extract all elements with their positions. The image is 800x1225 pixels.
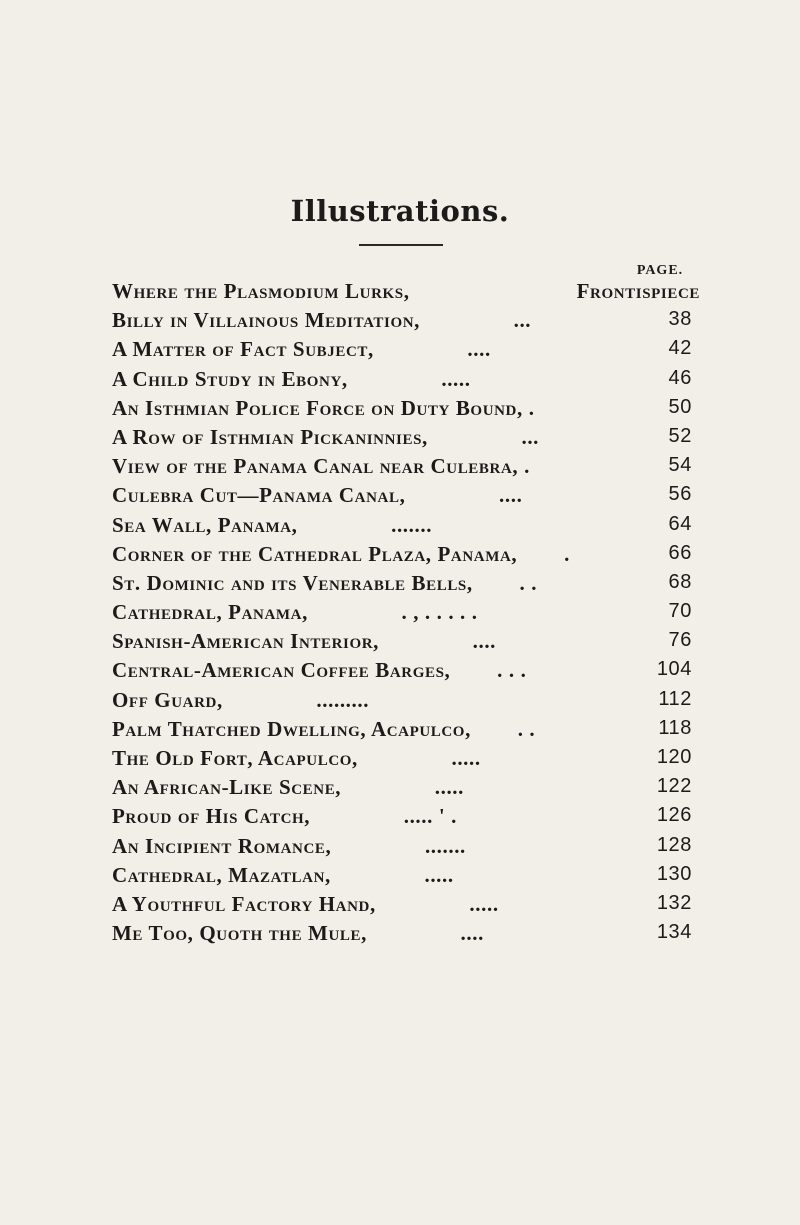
entry-page: 112	[658, 687, 692, 710]
list-item	[112, 571, 698, 600]
list-item	[112, 688, 698, 717]
list-item	[112, 600, 698, 629]
entry-title: Culebra Cut—Panama Canal, ....	[112, 483, 523, 508]
entry-page: 66	[668, 541, 692, 564]
entry-title: View of the Panama Canal near Culebra, .	[112, 454, 530, 479]
entry-page: 104	[656, 658, 692, 681]
entry-page: 134	[656, 921, 692, 944]
entry-title: Where the Plasmodium Lurks,	[112, 279, 410, 303]
entry-title: An Incipient Romance, .......	[112, 833, 466, 858]
entry-page: 130	[656, 862, 692, 885]
list-item	[112, 279, 698, 308]
entry-page: 38	[668, 308, 692, 331]
entry-page: 122	[656, 775, 692, 798]
entry-page: 54	[668, 454, 692, 477]
heading-rule	[359, 244, 443, 246]
entry-page: 68	[668, 570, 692, 593]
entry-title: An African-Like Scene, .....	[112, 775, 464, 800]
entry-title: The Old Fort, Acapulco, .....	[112, 746, 481, 770]
entry-page: 52	[668, 424, 692, 447]
entry-title: A Child Study in Ebony, .....	[112, 366, 471, 391]
entry-page: 70	[668, 600, 692, 623]
entry-page: 132	[656, 891, 692, 914]
list-item	[112, 367, 698, 396]
entry-page: 126	[656, 804, 692, 827]
entry-title: Cathedral, Mazatlan, .....	[112, 862, 454, 887]
list-item	[112, 717, 698, 746]
entry-title: A Row of Isthmian Pickaninnies, ...	[112, 424, 540, 449]
page-heading: Illustrations.	[290, 194, 510, 228]
list-item	[112, 658, 698, 687]
entry-title: Me Too, Quoth the Mule, ....	[112, 921, 484, 946]
entry-page: Frontispiece	[576, 279, 700, 303]
entry-title: Off Guard, .........	[112, 687, 370, 712]
list-item	[112, 775, 698, 804]
list-item	[112, 483, 698, 512]
entry-title: Sea Wall, Panama, .......	[112, 512, 433, 537]
list-item	[112, 542, 698, 571]
list-item	[112, 396, 698, 425]
entry-title: Corner of the Cathedral Plaza, Panama, .	[112, 541, 570, 566]
entry-page: 56	[668, 483, 692, 506]
entry-title: A Youthful Factory Hand, .....	[112, 891, 499, 916]
entry-page: 128	[656, 833, 692, 856]
entry-title: Central-American Coffee Barges, . . .	[112, 658, 527, 683]
entry-title: St. Dominic and its Venerable Bells, . .	[112, 570, 538, 595]
entry-title: Palm Thatched Dwelling, Acapulco, . .	[112, 716, 536, 741]
list-item	[112, 921, 698, 950]
entry-page: 76	[668, 629, 692, 652]
entry-page: 118	[658, 716, 692, 739]
entry-page: 64	[668, 512, 692, 535]
entry-title: A Matter of Fact Subject, ....	[112, 337, 491, 362]
entry-title: An Isthmian Police Force on Duty Bound, .	[112, 395, 535, 420]
list-item	[112, 804, 698, 833]
list-item	[112, 337, 698, 366]
list-item	[112, 746, 698, 775]
list-item	[112, 308, 698, 337]
list-item	[112, 892, 698, 921]
illustrations-list	[112, 279, 698, 950]
entry-page: 120	[656, 746, 692, 768]
entry-page: 46	[668, 366, 692, 389]
list-item	[112, 513, 698, 542]
entry-title: Cathedral, Panama, . , . . . . .	[112, 600, 478, 625]
list-item	[112, 454, 698, 483]
entry-title: Billy in Villainous Meditation, ...	[112, 308, 532, 333]
entry-title: Spanish-American Interior, ....	[112, 629, 497, 654]
entry-page: 50	[668, 395, 692, 418]
page-column-label: PAGE.	[636, 263, 684, 278]
list-item	[112, 863, 698, 892]
list-item	[112, 425, 698, 454]
list-item	[112, 629, 698, 658]
entry-title: Proud of His Catch, ..... ' .	[112, 804, 457, 829]
list-item	[112, 834, 698, 863]
entry-page: 42	[668, 337, 692, 360]
